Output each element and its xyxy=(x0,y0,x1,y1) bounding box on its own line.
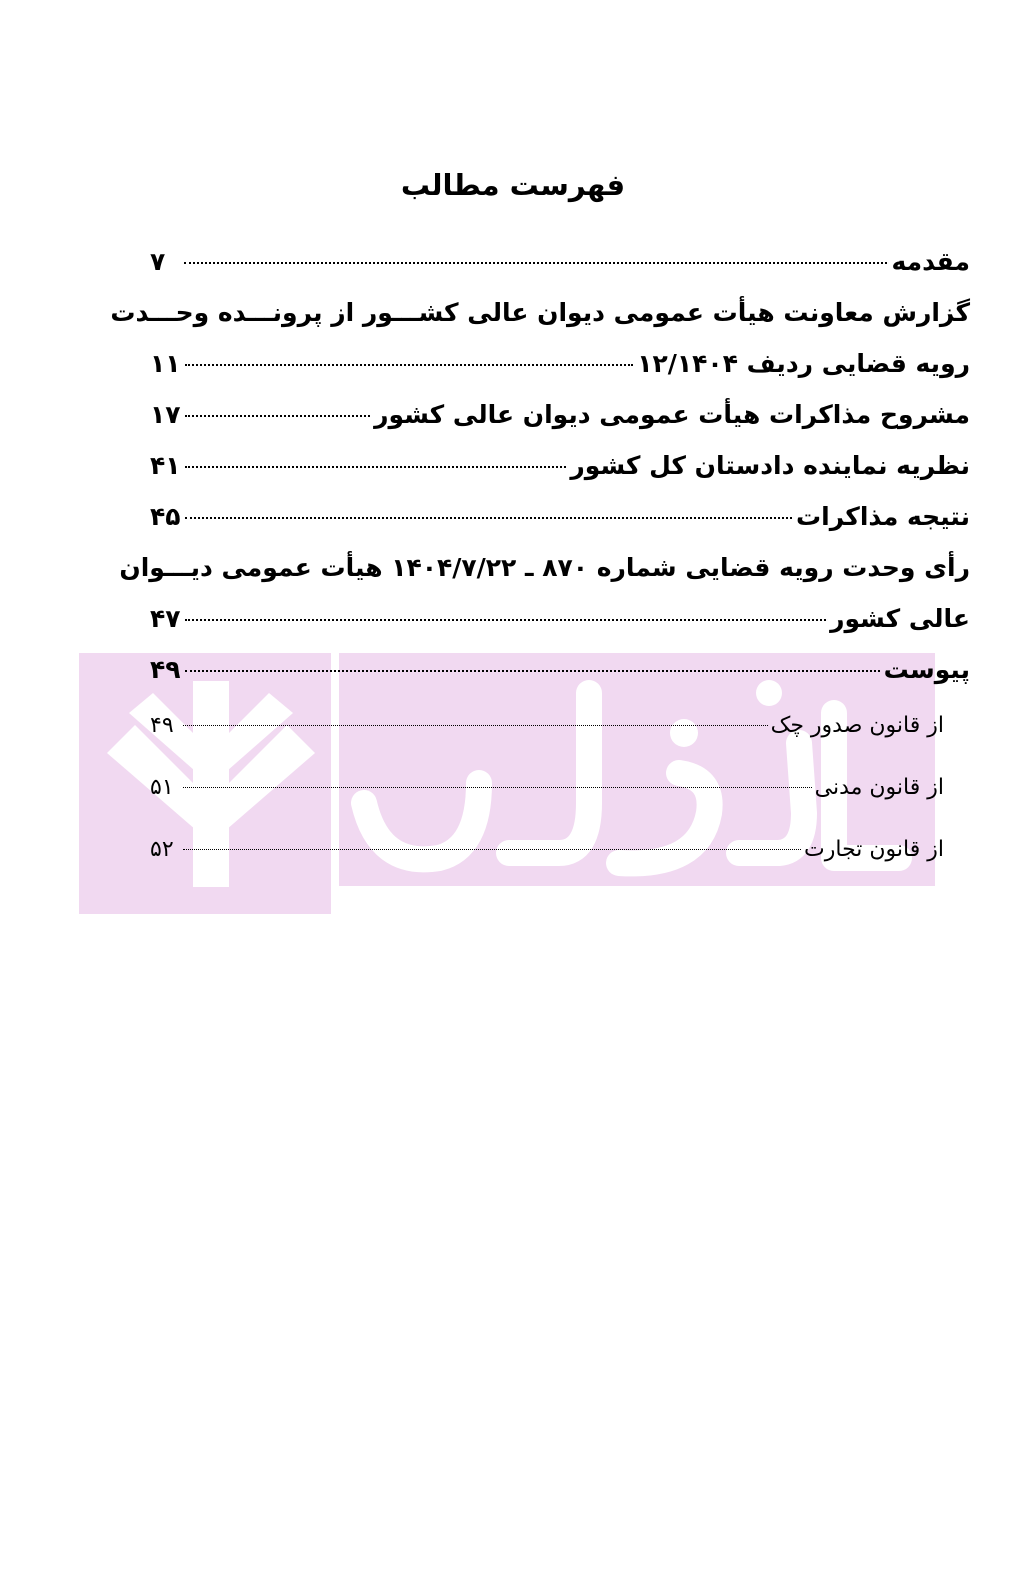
toc-entry-label: مشروح مذاکرات هیأت عمومی دیوان عالی کشور xyxy=(374,400,970,429)
dot-leader xyxy=(185,517,793,519)
toc-entry-prosecutor[interactable] xyxy=(150,440,970,491)
toc-entry-label: نتیجه مذاکرات xyxy=(796,502,970,531)
dot-leader xyxy=(183,725,768,726)
toc-entry-ruling-line1[interactable]: رأی وحدت رویه قضایی شماره ۸۷۰ ـ ۱۴۰۴/۷/۲۲ هیأت عمومی دیـــوان xyxy=(119,553,970,582)
toc-entry-result[interactable] xyxy=(150,491,970,542)
toc-entry-label: پیوست xyxy=(883,655,970,684)
dot-leader xyxy=(185,364,634,366)
toc-page-number: ۴۷ xyxy=(150,604,181,633)
toc-page-number: ۵۱ xyxy=(150,775,174,800)
dot-leader xyxy=(185,670,880,672)
toc-entry-minutes[interactable] xyxy=(150,389,970,440)
dot-leader xyxy=(185,415,371,417)
toc-entry-label: از قانون صدور چک xyxy=(770,713,944,738)
toc-entry-report[interactable] xyxy=(150,338,970,389)
page-title: فهرست مطالب xyxy=(400,168,626,202)
toc-page-number: ۵۲ xyxy=(150,837,174,862)
toc-entry-label: از قانون مدنی xyxy=(814,775,944,800)
toc-entry-report-line1[interactable]: گزارش معاونت هیأت عمومی دیوان عالی کشـــور از پرونـــده وحـــدت xyxy=(110,298,970,327)
toc-page-number: ۴۹ xyxy=(150,713,174,738)
dot-leader xyxy=(184,262,887,264)
toc-entry-intro[interactable] xyxy=(150,236,970,287)
toc-entry-label: نظریه نماینده دادستان کل کشور xyxy=(570,451,970,480)
toc-entry-label: از قانون تجارت xyxy=(804,837,944,862)
toc-entry-label: مقدمه xyxy=(891,247,970,276)
dot-leader xyxy=(185,466,567,468)
toc-subentry-cheque-law[interactable] xyxy=(150,695,970,757)
table-of-contents xyxy=(110,236,970,881)
dot-leader xyxy=(183,849,801,850)
dot-leader xyxy=(183,787,812,788)
toc-page-number: ۱۷ xyxy=(150,400,181,429)
toc-page-number: ۱۱ xyxy=(150,349,181,378)
toc-page-number: ۴۹ xyxy=(150,655,181,684)
toc-entry-ruling[interactable] xyxy=(150,593,970,644)
toc-page-number: ۷ xyxy=(150,247,166,276)
toc-page-number: ۴۵ xyxy=(150,502,181,531)
toc-entry-label: رویه قضایی ردیف ۱۲/۱۴۰۴ xyxy=(637,349,970,378)
toc-page-number: ۴۱ xyxy=(150,451,181,480)
toc-entry-label: عالی کشور xyxy=(830,604,970,633)
dot-leader xyxy=(185,619,827,621)
toc-subentry-civil-law[interactable] xyxy=(150,757,970,819)
toc-subentry-commerce-law[interactable] xyxy=(150,819,970,881)
toc-entry-appendix[interactable] xyxy=(150,644,970,695)
